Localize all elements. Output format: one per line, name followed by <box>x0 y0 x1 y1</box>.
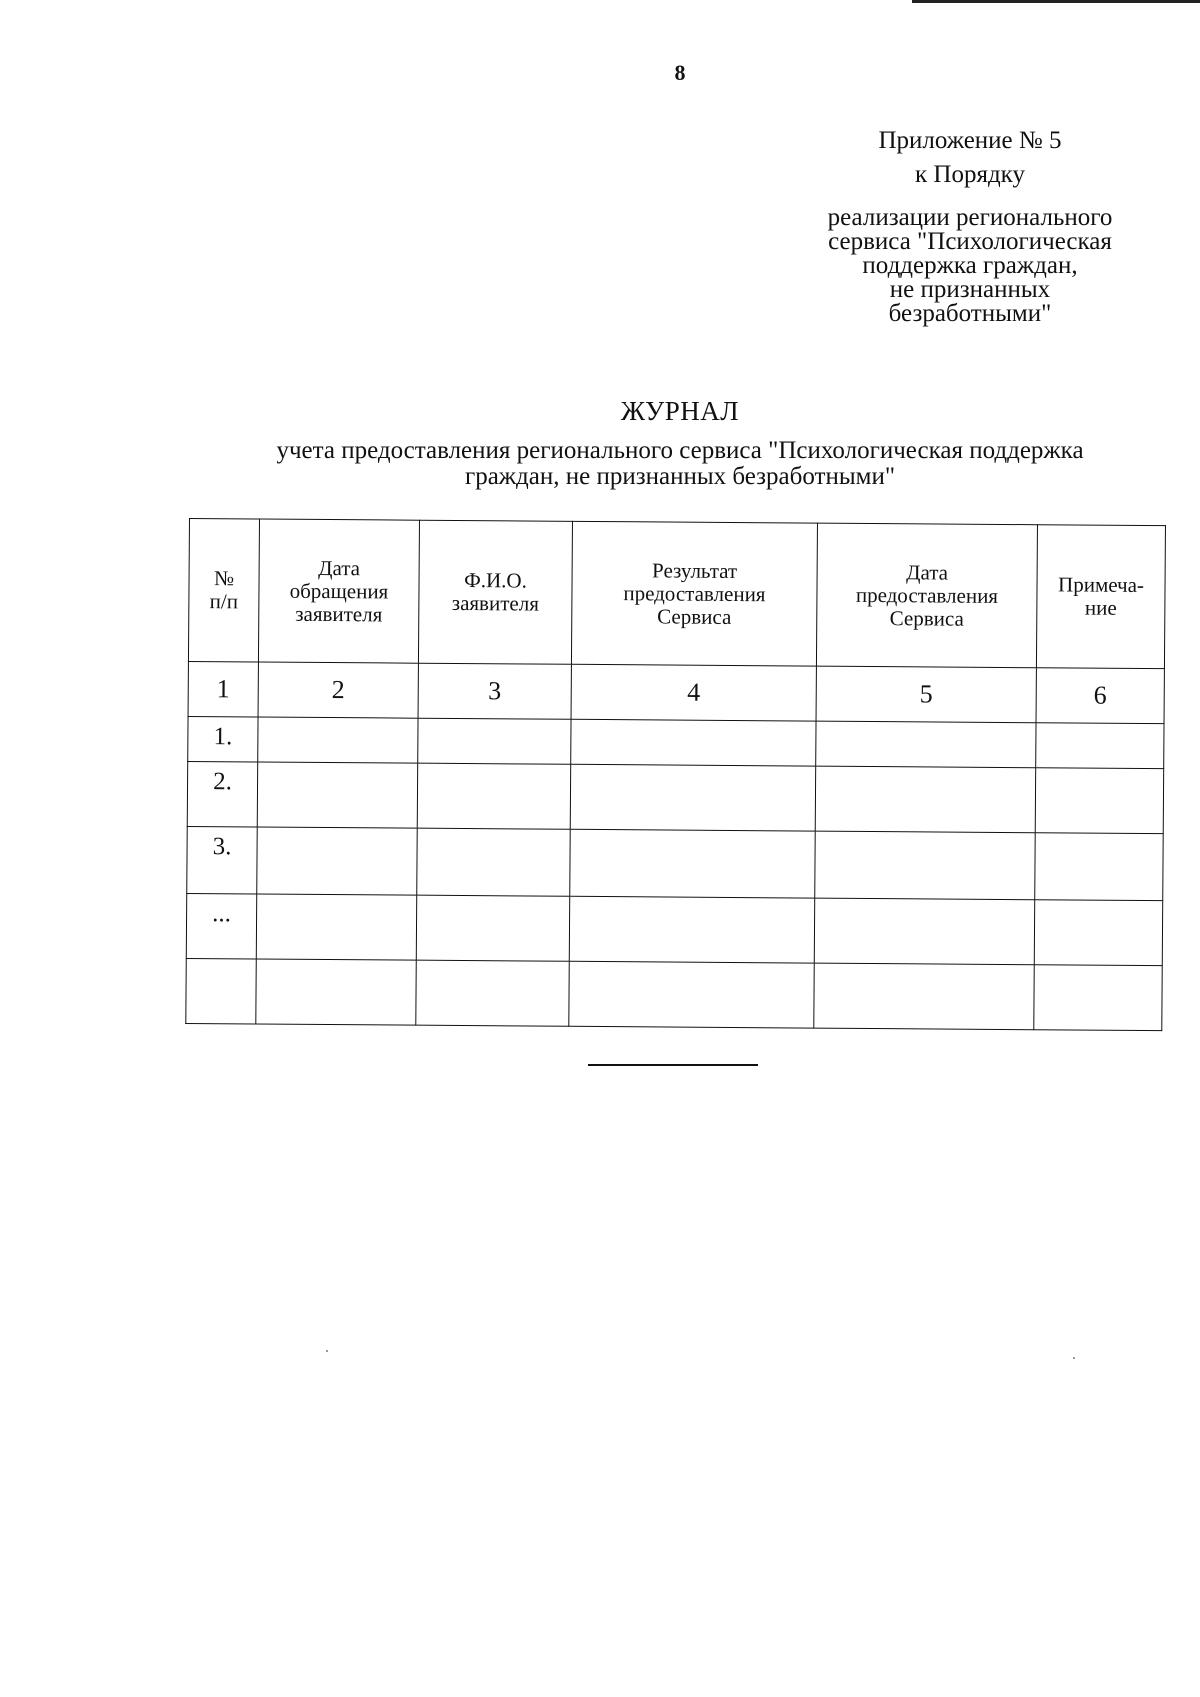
journal-title: ЖУРНАЛ <box>620 396 740 426</box>
table-cell <box>1035 768 1163 834</box>
journal-table <box>185 518 1166 1031</box>
table-row <box>188 716 1164 768</box>
table-cell <box>571 719 816 766</box>
table-cell <box>418 718 571 764</box>
scan-edge-line <box>912 0 1200 3</box>
table-cell <box>569 896 814 963</box>
table-cell <box>258 717 418 763</box>
header-row-number: № п/п <box>188 519 259 663</box>
end-of-document-rule <box>588 1064 758 1066</box>
appendix-sub-line: безработными" <box>888 300 1052 327</box>
appendix-sub-line: сервиса "Психологическая <box>828 228 1112 255</box>
table-cell <box>257 827 417 895</box>
row-label <box>186 958 256 1024</box>
journal-subtitle-line: граждан, не признанных безработными" <box>464 463 896 490</box>
table-cell <box>1034 965 1162 1031</box>
header-request-date: Дата обращения заявителя <box>258 519 419 663</box>
column-number: 4 <box>571 664 816 721</box>
table-cell <box>256 959 416 1025</box>
scan-speck <box>326 1350 328 1352</box>
table-cell <box>1036 723 1164 769</box>
appendix-sub-line: не признанных <box>889 276 1051 303</box>
header-applicant-name: Ф.И.О. заявителя <box>418 520 572 664</box>
table-cell <box>417 763 570 829</box>
header-service-date: Дата предоставления Сервиса <box>816 523 1037 668</box>
column-number: 1 <box>188 661 258 717</box>
appendix-sub-line: реализации регионального <box>827 204 1113 231</box>
table-cell <box>815 766 1035 833</box>
column-number: 2 <box>258 662 418 718</box>
table-cell <box>1035 833 1163 901</box>
table-cell <box>417 828 570 896</box>
table-row <box>186 893 1162 965</box>
appendix-header <box>800 124 1140 192</box>
table-cell <box>569 961 814 1028</box>
journal-subtitle-line: учета предоставления регионального сервиса "Психологическая поддержка <box>276 437 1084 464</box>
table-cell <box>416 895 569 961</box>
table-cell <box>570 764 815 831</box>
appendix-sub-line: поддержка граждан, <box>862 252 1078 279</box>
column-number-row <box>188 661 1164 723</box>
table-cell <box>814 963 1034 1030</box>
table-row <box>187 761 1163 833</box>
table-header-row <box>188 519 1165 669</box>
table-cell <box>814 898 1034 965</box>
table-cell <box>256 894 416 960</box>
journal-subtitle <box>230 438 1130 490</box>
row-label: 2. <box>187 761 257 827</box>
table-cell <box>570 829 815 898</box>
row-label: ... <box>186 893 256 959</box>
header-service-result: Результат предоставления Сервиса <box>571 521 817 666</box>
row-label: 3. <box>187 826 257 894</box>
table-cell <box>257 762 417 828</box>
page-number: 8 <box>674 60 686 85</box>
header-note: Примеча- ние <box>1036 525 1165 669</box>
appendix-reference: к Порядку <box>915 161 1025 188</box>
table-row <box>187 826 1163 900</box>
row-label: 1. <box>188 716 258 762</box>
scan-speck <box>1073 1357 1075 1359</box>
appendix-order-title <box>800 206 1140 326</box>
column-number: 3 <box>418 663 571 719</box>
table-cell <box>815 831 1035 900</box>
table-row <box>186 958 1162 1030</box>
column-number: 5 <box>816 666 1036 723</box>
appendix-number: Приложение № 5 <box>878 127 1062 154</box>
table-cell <box>816 721 1036 768</box>
column-number: 6 <box>1036 668 1164 724</box>
table-cell <box>416 960 569 1026</box>
table-cell <box>1034 900 1162 966</box>
